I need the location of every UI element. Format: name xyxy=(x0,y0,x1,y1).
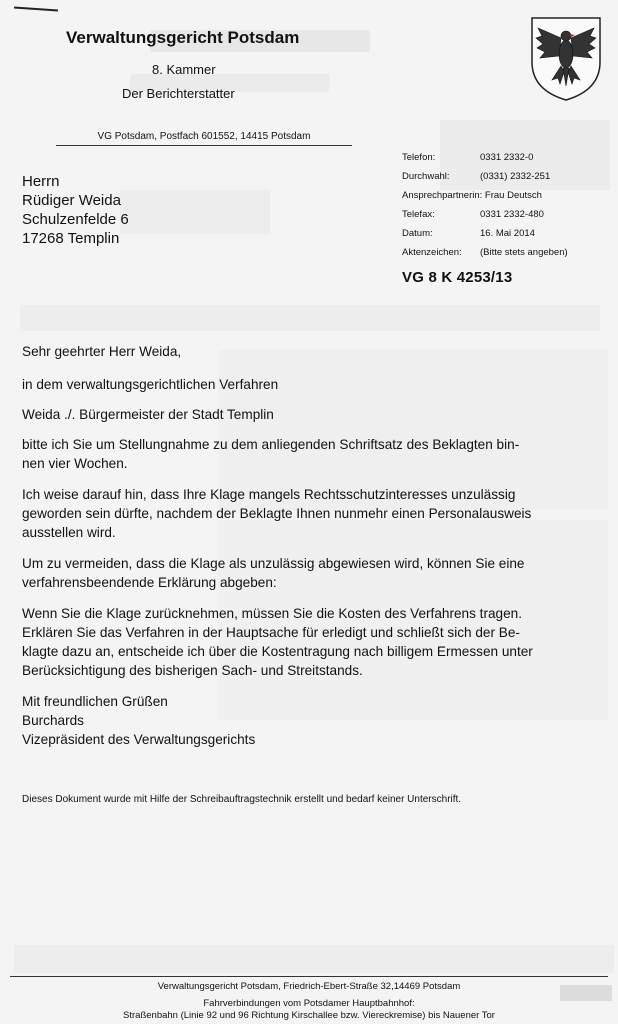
body-p5b: verfahrensbeendende Erklärung abgeben: xyxy=(22,575,277,590)
recipient-name: Rüdiger Weida xyxy=(22,192,121,209)
contact-person: Ansprechpartnerin: Frau Deutsch xyxy=(402,190,542,201)
letter-body xyxy=(22,342,610,749)
aktenzeichen-label: Aktenzeichen: xyxy=(402,247,462,258)
return-address: VG Potsdam, Postfach 601552, 14415 Potsdam xyxy=(56,131,352,146)
telefax-label: Telefax: xyxy=(402,209,435,220)
aktenzeichen-note: (Bitte stets angeben) xyxy=(480,247,568,258)
body-p6a: Wenn Sie die Klage zurücknehmen, müssen Sie die Kosten des Verfahrens tragen. xyxy=(22,606,522,621)
closing: Mit freundlichen Grüßen xyxy=(22,694,168,709)
recipient-salutation: Herrn xyxy=(22,173,60,190)
no-signature-notice: Dieses Dokument wurde mit Hilfe der Schreibauftragstechnik erstellt und bedarf keiner Unterschrift. xyxy=(22,794,462,805)
telefax-value: 0331 2332-480 xyxy=(480,209,544,220)
footer-divider xyxy=(10,976,608,977)
recipient-city: 17268 Templin xyxy=(22,230,120,247)
body-p1: in dem verwaltungsgerichtlichen Verfahren xyxy=(22,377,279,392)
datum-label: Datum: xyxy=(402,228,433,239)
recipient-street: Schulzenfelde 6 xyxy=(22,211,129,228)
telefon-label: Telefon: xyxy=(402,152,436,163)
body-p3b: nen vier Wochen. xyxy=(22,456,128,471)
court-role: Der Berichterstatter xyxy=(122,86,235,101)
durchwahl-value: (0331) 2332-251 xyxy=(480,171,551,182)
body-p6c: klagte dazu an, entscheide ich über die Kostentragung nach billigem Ermessen unter xyxy=(22,644,533,659)
aktenzeichen-value: VG 8 K 4253/13 xyxy=(402,269,513,286)
footer-transport-line: Straßenbahn (Linie 92 und 96 Richtung Kirschallee bzw. Viereckremise) bis Nauener Tor xyxy=(123,1010,495,1021)
body-p4b: geworden sein dürfte, nachdem der Beklagte Ihnen nunmehr einen Personalausweis xyxy=(22,506,532,521)
court-chamber: 8. Kammer xyxy=(152,62,216,77)
greeting: Sehr geehrter Herr Weida, xyxy=(22,344,182,359)
recipient-block xyxy=(22,172,129,248)
body-p3a: bitte ich Sie um Stellungnahme zu dem anliegenden Schriftsatz des Beklagten bin- xyxy=(22,437,520,452)
body-p4c: ausstellen wird. xyxy=(22,525,116,540)
durchwahl-label: Durchwahl: xyxy=(402,171,450,182)
telefon-value: 0331 2332-0 xyxy=(480,152,534,163)
footer-transport-title: Fahrverbindungen vom Potsdamer Hauptbahnhof: xyxy=(203,998,415,1009)
signer-title: Vizepräsident des Verwaltungsgerichts xyxy=(22,732,256,747)
signer-name: Burchards xyxy=(22,713,84,728)
body-p4a: Ich weise darauf hin, dass Ihre Klage mangels Rechtsschutzinteresses unzulässig xyxy=(22,487,516,502)
court-name: Verwaltungsgericht Potsdam xyxy=(66,28,300,47)
body-p6d: Berücksichtigung des bisherigen Sach- und Streitstands. xyxy=(22,663,363,678)
body-p6b: Erklären Sie das Verfahren in der Hauptsache für erledigt und schließt sich der Be- xyxy=(22,625,520,640)
body-p2: Weida ./. Bürgermeister der Stadt Templin xyxy=(22,407,274,422)
datum-value: 16. Mai 2014 xyxy=(480,228,535,239)
footer-address: Verwaltungsgericht Potsdam, Friedrich-Ebert-Straße 32,14469 Potsdam xyxy=(157,981,461,992)
coat-of-arms-icon xyxy=(528,14,604,102)
body-p5a: Um zu vermeiden, dass die Klage als unzulässig abgewiesen wird, können Sie eine xyxy=(22,556,525,571)
